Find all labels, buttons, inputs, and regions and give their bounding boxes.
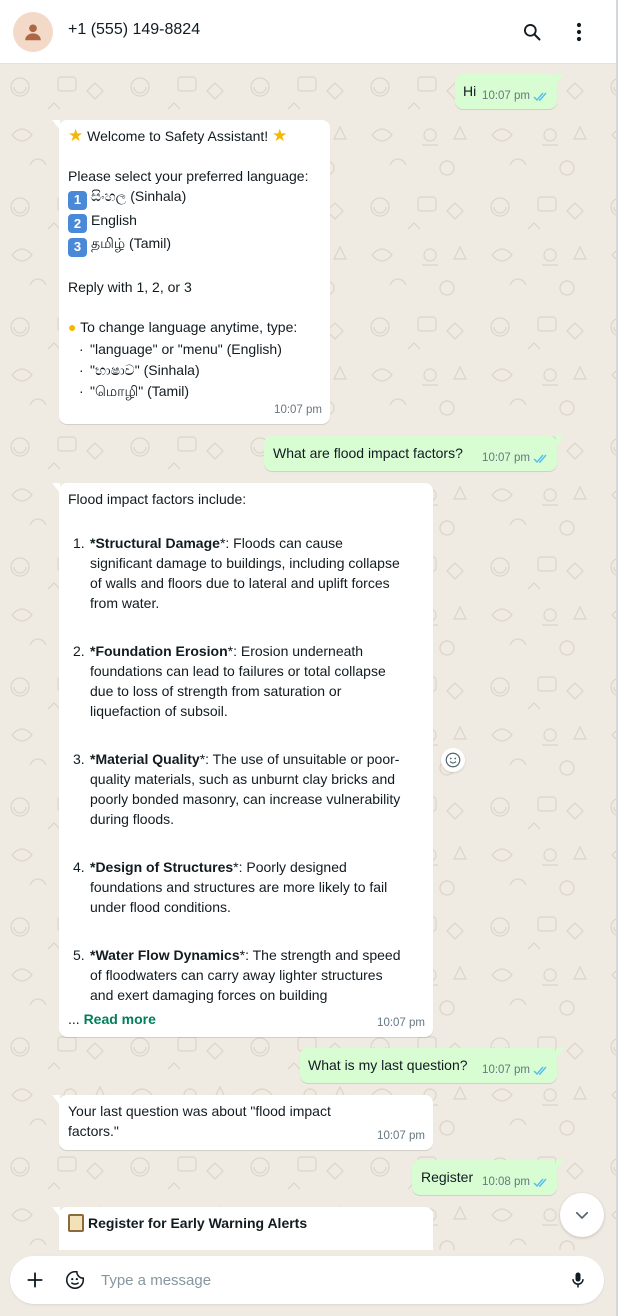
microphone-icon	[568, 1269, 588, 1291]
list-item	[68, 857, 428, 917]
voice-button[interactable]	[566, 1268, 590, 1292]
bubble-tail	[556, 1048, 564, 1058]
item-text: and exert damaging forces on building	[90, 987, 328, 1003]
message-text: Hi	[463, 83, 477, 99]
chevron-down-icon	[573, 1206, 591, 1224]
message-line	[68, 126, 326, 146]
message-meta	[482, 86, 549, 106]
item-text: poorly bonded masonry, can increase vulnerability	[90, 791, 401, 807]
item-text: of walls and floors due to lateral and uplift forces	[90, 575, 390, 591]
message-meta	[482, 1060, 549, 1080]
message-meta	[377, 1126, 425, 1146]
more-vertical-icon	[576, 22, 582, 42]
composer-area	[0, 1250, 616, 1316]
message-outgoing[interactable]	[455, 74, 557, 109]
message-time: 10:07 pm	[482, 90, 530, 102]
message-incoming[interactable]	[59, 120, 330, 424]
message-line: Reply with 1, 2, or 3	[68, 278, 192, 295]
message-line: Your last question was about "flood impact	[68, 1103, 331, 1119]
smiley-icon	[444, 751, 462, 769]
bubble-tail	[52, 1095, 60, 1105]
list-number: 2.	[73, 643, 85, 659]
message-list[interactable]	[0, 65, 616, 1250]
message-incoming[interactable]	[59, 483, 433, 1037]
message-time: 10:07 pm	[274, 404, 322, 416]
item-text: *: Poorly designed	[233, 859, 347, 875]
menu-button[interactable]	[566, 19, 592, 45]
message-meta	[482, 448, 549, 468]
option-label: English	[91, 211, 137, 228]
ellipsis: ...	[68, 1011, 80, 1027]
welcome-text: Welcome to Safety Assistant!	[87, 128, 269, 144]
item-title: *Water Flow Dynamics	[90, 947, 240, 963]
bubble-tail	[556, 436, 564, 446]
person-icon	[22, 21, 44, 43]
chat-header	[0, 0, 616, 64]
clipboard-icon	[68, 1214, 84, 1232]
item-text: liquefaction of subsoil.	[90, 703, 228, 719]
list-number: 5.	[73, 947, 85, 963]
item-text: due to loss of strength from saturation or	[90, 683, 342, 699]
plus-icon	[25, 1270, 45, 1290]
search-icon	[522, 22, 542, 42]
read-more-link[interactable]: Read more	[83, 1011, 156, 1027]
tip-text: To change language anytime, type:	[80, 318, 298, 335]
message-outgoing[interactable]	[412, 1160, 557, 1195]
language-option	[68, 186, 326, 210]
item-text: *: The strength and speed	[239, 947, 401, 963]
message-meta	[482, 1172, 549, 1192]
item-title: *Foundation Erosion	[90, 643, 228, 659]
message-meta	[377, 1013, 425, 1033]
option-label: සිංහල (Sinhala)	[91, 188, 187, 204]
sticker-icon	[64, 1269, 86, 1291]
item-text: *: Floods can cause	[219, 535, 343, 551]
list-number: 4.	[73, 859, 85, 875]
bubble-tail	[556, 1160, 564, 1170]
message-line	[68, 1213, 307, 1233]
message-line	[68, 317, 326, 337]
item-text: significant damage to buildings, including collapse	[90, 555, 400, 571]
message-body	[68, 126, 326, 401]
item-text: *: The use of unsuitable or poor-	[199, 751, 400, 767]
message-body	[68, 1101, 331, 1141]
bubble-tail	[52, 1207, 60, 1217]
item-text: during floods.	[90, 811, 175, 827]
bubble-tail	[52, 120, 60, 130]
bullet-item: · "மொழி" (Tamil)	[68, 381, 326, 401]
message-incoming[interactable]	[59, 1095, 433, 1150]
item-text: foundations and structures are more likely to fail	[90, 879, 388, 895]
message-outgoing[interactable]	[264, 436, 557, 471]
list-number: 1.	[73, 535, 85, 551]
double-check-icon	[533, 1065, 549, 1076]
message-time: 10:08 pm	[482, 1176, 530, 1188]
message-time: 10:07 pm	[482, 1064, 530, 1076]
message-body	[68, 489, 428, 1029]
star-icon: ★	[68, 126, 84, 145]
double-check-icon	[533, 453, 549, 464]
message-meta	[274, 400, 322, 420]
item-title: *Design of Structures	[90, 859, 234, 875]
avatar[interactable]	[13, 12, 53, 52]
message-input[interactable]	[101, 1268, 541, 1292]
lightbulb-icon: ●	[68, 318, 77, 335]
message-line: Please select your preferred language:	[68, 168, 309, 184]
message-text: What are flood impact factors?	[273, 445, 463, 461]
message-text: What is my last question?	[308, 1057, 468, 1073]
bubble-tail	[556, 74, 564, 84]
item-title: *Material Quality	[90, 751, 200, 767]
message-incoming[interactable]	[59, 1207, 433, 1250]
read-more-line	[68, 1009, 428, 1029]
attach-button[interactable]	[23, 1268, 47, 1292]
item-text: *: Erosion underneath	[227, 643, 364, 659]
list-item	[68, 533, 428, 613]
react-button[interactable]	[441, 748, 465, 772]
item-text: quality materials, such as unburnt clay bricks and	[90, 771, 396, 787]
item-title: *Structural Damage	[90, 535, 220, 551]
item-text: from water.	[90, 595, 160, 611]
sticker-button[interactable]	[63, 1268, 87, 1292]
double-check-icon	[533, 91, 549, 102]
bullet-item: · "භාෂාව" (Sinhala)	[68, 360, 326, 380]
message-title: Register for Early Warning Alerts	[88, 1215, 308, 1231]
search-button[interactable]	[519, 19, 545, 45]
contact-name[interactable]: +1 (555) 149-8824	[68, 21, 201, 38]
message-line: Flood impact factors include:	[68, 491, 247, 507]
list-number: 3.	[73, 751, 85, 767]
item-text: foundations can lead to failures or total collapse	[90, 663, 386, 679]
keycap-3-icon: 3	[68, 238, 87, 257]
message-time: 10:07 pm	[377, 1130, 425, 1142]
message-text: Register	[421, 1169, 474, 1185]
composer	[10, 1256, 604, 1304]
option-label: தமிழ் (Tamil)	[91, 235, 172, 251]
keycap-1-icon: 1	[68, 191, 87, 210]
bubble-tail	[52, 483, 60, 493]
message-outgoing[interactable]	[300, 1048, 557, 1083]
message-line: factors."	[68, 1123, 119, 1139]
item-text: under flood conditions.	[90, 899, 231, 915]
star-icon: ★	[272, 126, 288, 145]
language-option	[68, 233, 326, 257]
keycap-2-icon: 2	[68, 214, 87, 233]
message-time: 10:07 pm	[377, 1017, 425, 1029]
list-item	[68, 945, 428, 1005]
list-item	[68, 641, 428, 721]
message-time: 10:07 pm	[482, 452, 530, 464]
bullet-item: · "language" or "menu" (English)	[68, 339, 326, 359]
language-option	[68, 210, 326, 234]
list-item	[68, 749, 428, 829]
item-text: of floodwaters can carry away lighter structures	[90, 967, 383, 983]
double-check-icon	[533, 1177, 549, 1188]
scroll-to-bottom-button[interactable]	[560, 1193, 604, 1237]
